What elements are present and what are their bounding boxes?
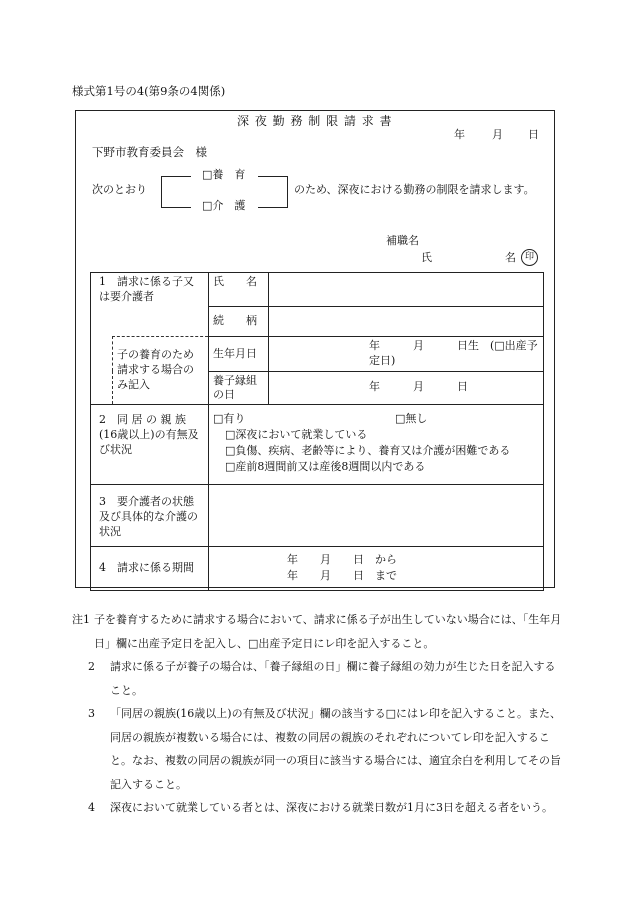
note-3-text: 「同居の親族(16歳以上)の有無及び状況」欄の該当する□にはレ印を記入すること。また、同居の親族が複数いる場合には、複数の同居の親族のそれぞれについてレ印を記入すること。なお、複数の同居の親族が同一の項目に該当する場合には、適宜余白を利用してその旨記入すること。 — [110, 707, 561, 791]
birth-value: 年 月 日生 (□出産予定日) — [369, 339, 538, 368]
note-4-text: 深夜において就業している者とは、深夜における就業日数が1月に3日を超える者をいう。 — [110, 801, 553, 814]
right-bracket — [258, 176, 288, 208]
checkbox-maternity-period[interactable]: □産前8週間前又は産後8週間以内である — [225, 459, 426, 473]
checkbox-yes[interactable]: □有り — [213, 411, 246, 425]
adoption-label-cell — [209, 371, 269, 404]
note-2-label: 2 — [88, 660, 95, 673]
note-3 — [72, 702, 562, 796]
row1-indent — [91, 337, 113, 405]
date-year-label: 年 — [454, 128, 465, 141]
option-childcare[interactable]: □養 育 — [202, 168, 246, 181]
row4-label-cell — [91, 546, 209, 590]
option-nursing-care[interactable]: □介 護 — [202, 199, 246, 212]
checkbox-unable-to-care[interactable]: □負傷、疾病、老齢等により、養育又は介護が困難である — [225, 443, 511, 457]
name-label-1: 氏 — [421, 251, 432, 264]
date-month-label: 月 — [492, 128, 503, 141]
name-label-cell — [209, 273, 269, 307]
relation-input[interactable] — [269, 307, 544, 337]
left-bracket — [161, 176, 191, 208]
row4-label: 4 請求に係る期間 — [99, 560, 194, 574]
note-1-text: 子を養育するために請求する場合において、請求に係る子が出生していない場合には、「生年月日」欄に出産予定日を記入し、□出産予定日にレ印を記入すること。 — [94, 613, 562, 650]
note-2 — [72, 655, 562, 702]
adoption-date-input[interactable] — [269, 371, 544, 404]
form-number: 様式第1号の4(第9条の4関係) — [72, 84, 226, 98]
date-day-label: 日 — [528, 128, 539, 141]
period-from: 年 月 日 から — [287, 553, 397, 567]
adoption-label: 養子縁組の日 — [213, 374, 257, 401]
birth-label: 生年月日 — [213, 346, 257, 360]
child-only-note: 子の養育のため請求する場合のみ記入 — [117, 348, 194, 391]
relation-label: 続 柄 — [213, 314, 257, 328]
care-status-input[interactable] — [209, 484, 544, 546]
note-3-label: 3 — [88, 707, 95, 720]
child-name-input[interactable] — [269, 273, 544, 307]
row1-spacer — [91, 307, 209, 337]
row1-label: 1 請求に係る子又は要介護者 — [99, 275, 194, 303]
checkbox-working-at-night[interactable]: □深夜において就業している — [225, 427, 368, 441]
birth-date-input[interactable] — [269, 337, 544, 372]
row2-label: 2 同 居 の 親 族(16歳以上)の有無及び状況 — [99, 412, 199, 456]
note-2-text: 請求に係る子が養子の場合は、「養子縁組の日」欄に養子縁組の効力が生じた日を記入すること。 — [110, 660, 556, 697]
note-1 — [72, 608, 562, 655]
note-4 — [72, 796, 562, 820]
period-to: 年 月 日 まで — [287, 569, 397, 583]
note-4-label: 4 — [88, 801, 95, 814]
request-prefix: 次のとおり — [92, 183, 147, 196]
request-suffix: のため、深夜における勤務の制限を請求します。 — [294, 183, 535, 196]
checkbox-no[interactable]: □無し — [395, 411, 428, 425]
form-title: 深 夜 勤 務 制 限 請 求 書 — [237, 114, 393, 128]
row3-label-cell — [91, 484, 209, 546]
row2-label-cell — [91, 404, 209, 484]
adoption-value: 年 月 日 — [369, 380, 468, 394]
row1-label-cell — [91, 273, 209, 307]
notes-section — [72, 608, 562, 820]
addressee: 下野市教育委員会 様 — [92, 145, 207, 159]
position-label: 補職名 — [386, 234, 419, 247]
request-table — [90, 272, 544, 591]
relation-label-cell — [209, 307, 269, 337]
seal-mark: 印 — [521, 249, 538, 266]
name-label-2: 名 — [505, 251, 516, 264]
row3-label: 3 要介護者の状態及び具体的な介護の状況 — [99, 494, 198, 538]
period-input[interactable] — [209, 546, 544, 590]
note-1-label: 注1 — [72, 613, 90, 626]
child-only-note-cell — [113, 337, 209, 405]
child-name-label: 氏 名 — [213, 275, 257, 288]
cohabiting-relatives-cell — [209, 404, 544, 484]
birth-label-cell — [209, 337, 269, 372]
